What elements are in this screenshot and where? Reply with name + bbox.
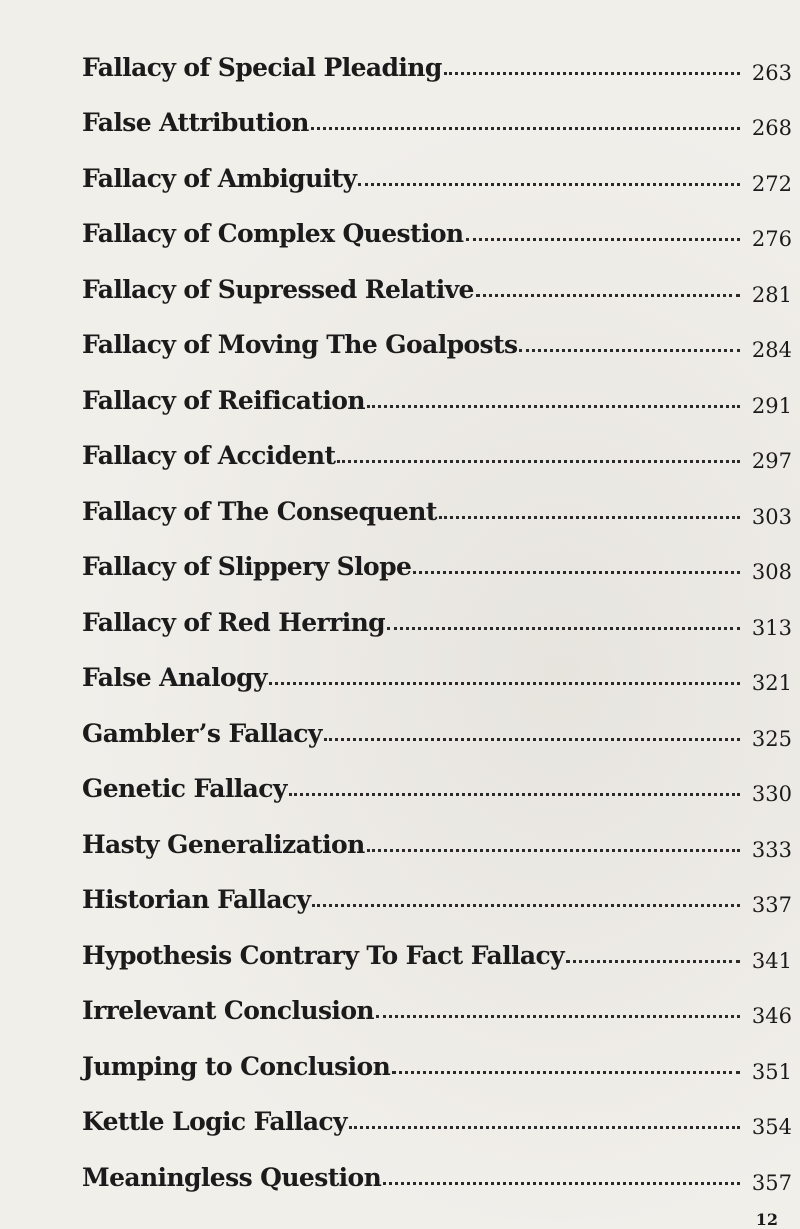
toc-entry-title: Jumping to Conclusion [82,1051,391,1081]
toc-entry-page: 321 [751,671,792,695]
dot-leader [367,849,740,852]
toc-entry-title: Fallacy of Reification [82,385,365,415]
toc-entry-page: 268 [751,116,792,140]
toc-entry-page: 341 [751,948,792,973]
dot-leader [312,904,740,907]
toc-entry-title: Fallacy of Ambiguity [82,163,357,193]
dot-leader [337,460,740,463]
dot-leader [383,1182,740,1185]
dot-leader [311,127,740,130]
toc-entry [82,306,792,362]
toc-entry [82,361,792,417]
toc-entry [82,583,792,639]
dot-leader [324,738,740,741]
dot-leader [392,1071,740,1074]
toc-entry-page: 263 [751,60,792,85]
toc-entry-page: 357 [751,1170,792,1195]
toc-entry-title: Genetic Fallacy [82,773,287,804]
toc-entry-title: False Attribution [82,107,309,138]
toc-entry [82,694,792,750]
toc-entry-page: 308 [751,560,792,584]
toc-entry-page: 346 [751,1004,792,1028]
toc-entry [82,139,792,195]
toc-entry [82,250,792,306]
toc-entry [82,417,792,473]
toc-entry-title: Fallacy of Accident [82,440,336,471]
dot-leader [367,405,740,408]
toc-entry [82,639,792,695]
toc-entry [82,916,792,972]
toc-entry-page: 276 [751,227,792,251]
toc-entry-page: 272 [751,171,792,196]
toc-entry-page: 351 [751,1059,792,1084]
toc-entry-page: 303 [751,504,792,529]
toc-entry-page: 330 [751,782,792,806]
toc-entry-page: 354 [751,1115,792,1139]
dot-leader [349,1126,740,1129]
dot-leader [358,183,740,186]
toc-entry [82,472,792,528]
dot-leader [566,960,740,963]
toc-entry-title: Meaningless Question [82,1162,382,1192]
toc-entry-title: Hasty Generalization [82,829,365,859]
dot-leader [466,238,740,241]
toc-entry [82,195,792,251]
toc-entry-title: Fallacy of Special Pleading [82,52,442,82]
toc-entry [82,84,792,140]
toc-entry [82,28,792,84]
toc-entry-page: 297 [751,449,792,473]
dot-leader [476,294,740,297]
toc-entry-title: Historian Fallacy [82,884,311,915]
toc-entry [82,805,792,861]
toc-entry [82,1138,792,1194]
toc-entry-title: Fallacy of Complex Question [82,218,464,249]
table-of-contents [82,28,792,1194]
toc-entry-title: Irrelevant Conclusion [82,995,374,1026]
toc-entry-page: 284 [751,338,792,362]
dot-leader [444,72,740,75]
toc-entry-page: 333 [751,837,792,862]
dot-leader [269,682,740,685]
toc-entry-title: Kettle Logic Fallacy [82,1106,347,1137]
toc-entry-title: Fallacy of Red Herring [82,607,386,637]
toc-entry-title: False Analogy [82,662,267,693]
toc-entry [82,750,792,806]
dot-leader [413,571,740,574]
toc-entry-title: Gambler’s Fallacy [82,718,322,748]
toc-entry-title: Fallacy of Supressed Relative [82,274,474,304]
dot-leader [289,793,740,796]
toc-entry [82,1027,792,1083]
toc-entry [82,528,792,584]
toc-entry-page: 313 [751,615,792,640]
toc-entry [82,972,792,1028]
dot-leader [387,627,740,630]
toc-entry-title: Fallacy of The Consequent [82,496,437,526]
toc-entry-page: 291 [751,393,792,418]
toc-entry-title: Fallacy of Moving The Goalposts [82,329,518,360]
toc-entry-title: Hypothesis Contrary To Fact Fallacy [82,940,565,970]
toc-entry-page: 281 [751,282,792,307]
toc-entry-title: Fallacy of Slippery Slope [82,551,412,582]
toc-entry-page: 337 [751,893,792,917]
dot-leader [439,516,740,519]
toc-entry [82,1083,792,1139]
toc-entry-page: 325 [751,726,792,751]
toc-entry [82,861,792,917]
dot-leader [519,349,740,352]
page-number-fragment: 12 [755,1210,778,1229]
dot-leader [376,1015,740,1018]
